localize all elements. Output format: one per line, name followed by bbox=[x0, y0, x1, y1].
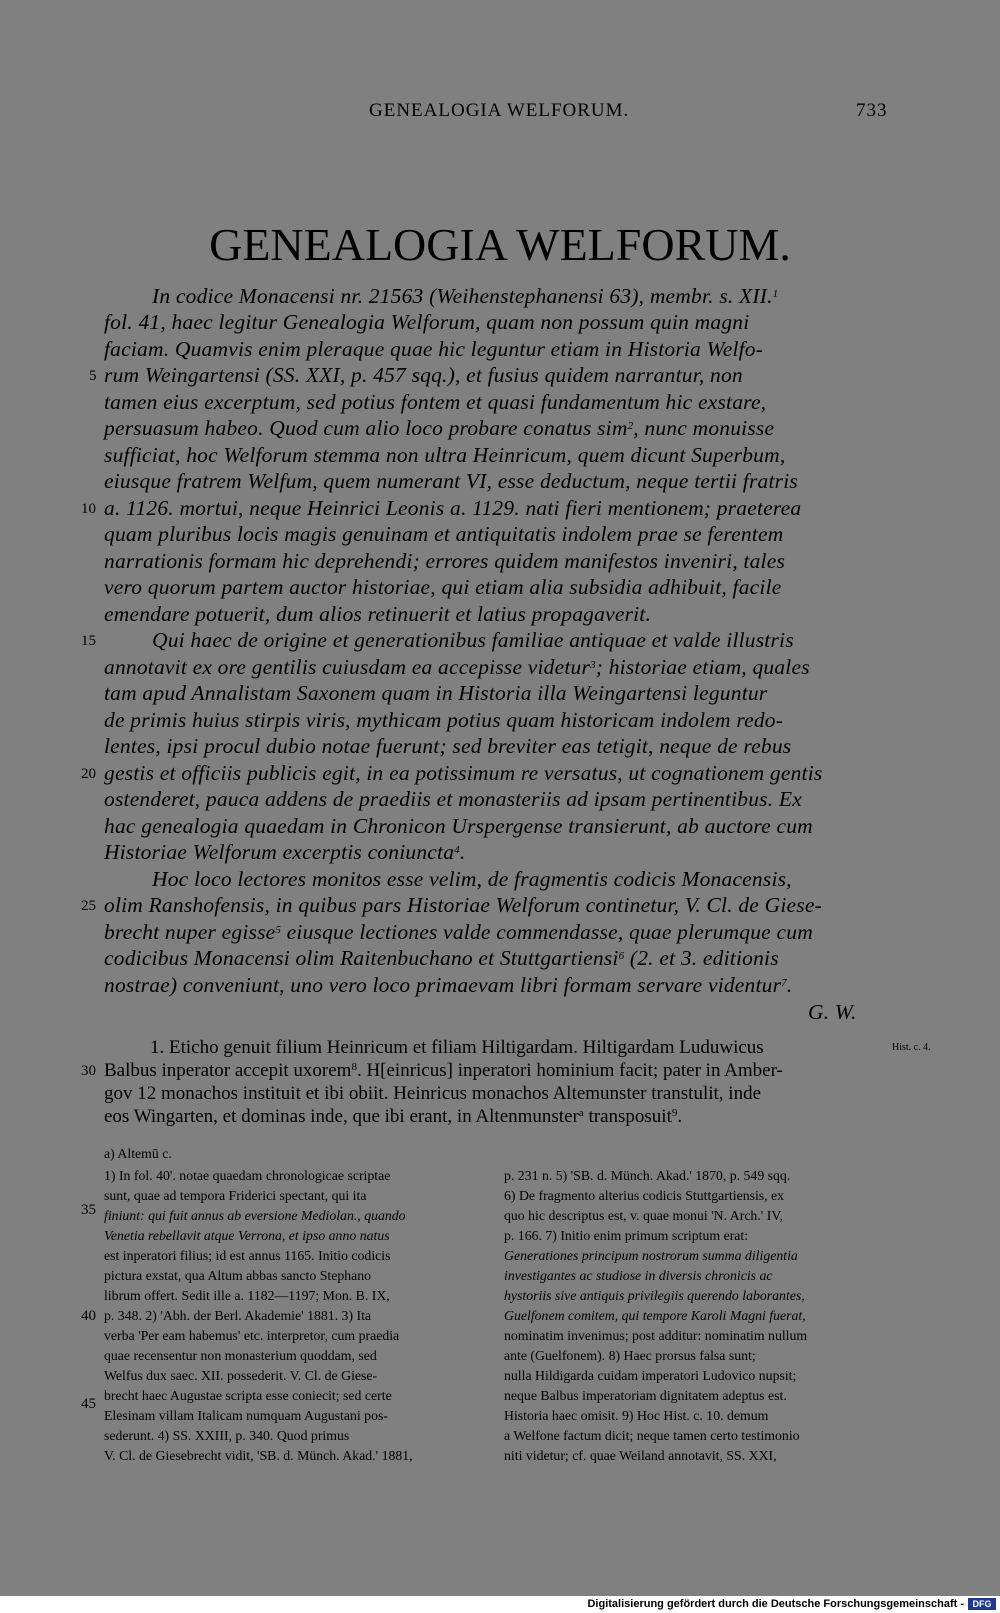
footnote-line: Historia haec omisit. 9) Hoc Hist. c. 10. demum bbox=[504, 1408, 769, 1423]
footnote-line: V. Cl. de Giesebrecht vidit, 'SB. d. Münch. Akad.' 1881, bbox=[104, 1448, 413, 1463]
footnote-line: quae recensentur non monasterium quoddam, sed bbox=[104, 1348, 377, 1363]
text-line: a. 1126. mortui, neque Heinrici Leonis a. 1129. nati fieri mentionem; praeterea bbox=[104, 496, 802, 520]
footnote-line: 6) De fragmento alterius codicis Stuttgartiensis, ex bbox=[504, 1188, 785, 1203]
footnote-line: investigantes ac studiose in diversis chronicis ac bbox=[504, 1268, 773, 1283]
line-number: 40 bbox=[81, 1308, 96, 1324]
footnote-line: brecht haec Augustae scripta esse coniecit; sed certe bbox=[104, 1388, 392, 1403]
critical-apparatus: a) Altemū c. bbox=[104, 1146, 172, 1161]
text-line: codicibus Monacensi olim Raitenbuchano et Stuttgartiensi$^6$ (2. et 3. editionis bbox=[104, 946, 779, 970]
footnote-line: pictura exstat, qua Altum abbas sancto Stephano bbox=[104, 1268, 372, 1283]
margin-note: Hist. c. 4. bbox=[892, 1042, 931, 1053]
line-number: 30 bbox=[81, 1063, 96, 1079]
author-initials: G. W. bbox=[808, 1000, 857, 1024]
text-line: Hoc loco lectores monitos esse velim, de fragmentis codicis Monacensis, bbox=[152, 867, 792, 891]
text-line: rum Weingartensi (SS. XXI, p. 457 sqq.), et fusius quidem narrantur, non bbox=[104, 363, 743, 387]
text-line: Historiae Welforum excerptis coniuncta$^4$. bbox=[104, 840, 466, 864]
footnote-line: finiunt: qui fuit annus ab eversione Mediolan., quando bbox=[104, 1208, 406, 1223]
line-number: 35 bbox=[81, 1202, 96, 1218]
footnote-line: a Welfone factum dicit; neque tamen certo testimonio bbox=[504, 1428, 800, 1443]
footnote-line: nominatim invenimus; post additur: nominatim nullum bbox=[504, 1328, 808, 1343]
page-number: 733 bbox=[856, 100, 888, 121]
footer-credit: Digitalisierung gefördert durch die Deutsche Forschungsgemeinschaft - bbox=[587, 1598, 964, 1610]
footnote-line: Venetia rebellavit atque Verrona, et ipso anno natus bbox=[104, 1228, 390, 1243]
text-line: eos Wingarten, et dominas inde, que ibi erant, in Altenmunster$^a$ transposuit$^9$. bbox=[104, 1106, 683, 1127]
footnote-line: ante (Guelfonem). 8) Haec prorsus falsa sunt; bbox=[504, 1348, 756, 1363]
footnote-line: verba 'Per eam habemus' etc. interpretor, cum praedia bbox=[104, 1328, 400, 1343]
text-line: annotavit ex ore gentilis cuiusdam ea accepisse videtur$^3$; historiae etiam, quales bbox=[104, 655, 810, 679]
footnote-line: sederunt. 4) SS. XXIII, p. 340. Quod primus bbox=[104, 1428, 350, 1443]
text-line: In codice Monacensi nr. 21563 (Weihenstephanensi 63), membr. s. XII.$^1$ bbox=[152, 284, 779, 308]
text-line: persuasum habeo. Quod cum alio loco probare conatus sim$^2$, nunc monuisse bbox=[104, 416, 775, 440]
line-number: 20 bbox=[81, 766, 96, 782]
text-line: de primis huius stirpis viris, mythicam potius quam historicam indolem redo- bbox=[104, 708, 784, 732]
text-line: fol. 41, haec legitur Genealogia Welforum, quam non possum quin magni bbox=[104, 310, 750, 334]
footnote-line: quo hic descriptus est, v. quae monui 'N. Arch.' IV, bbox=[504, 1208, 783, 1223]
text-line: nostrae) conveniunt, uno vero loco primaevam libri formam servare videntur$^7$. bbox=[104, 973, 793, 997]
text-line: tamen eius excerptum, sed potius fontem et quasi fundamentum hic exstare, bbox=[104, 390, 767, 414]
text-line: quam pluribus locis magis genuinam et antiquitatis indolem prae se ferentem bbox=[104, 522, 784, 546]
line-number: 25 bbox=[81, 898, 96, 914]
footnote-line: Welfus dux saec. XII. possederit. V. Cl. de Giese- bbox=[104, 1368, 378, 1383]
text-line: lentes, ipsi procul dubio notae fuerunt; sed breviter eas tetigit, neque de rebus bbox=[104, 734, 792, 758]
text-line: ostenderet, pauca addens de praediis et monasteriis ad ipsam pertinentibus. Ex bbox=[104, 787, 802, 811]
text-line: brecht nuper egisse$^5$ eiusque lectiones valde commendasse, quae plerumque cum bbox=[104, 920, 813, 944]
text-line: olim Ranshofensis, in quibus pars Historiae Welforum continetur, V. Cl. de Giese- bbox=[104, 893, 822, 917]
text-line: 1. Eticho genuit filium Heinricum et filiam Hiltigardam. Hiltigardam Luduwicus bbox=[150, 1037, 764, 1058]
line-number: 45 bbox=[81, 1396, 96, 1412]
line-number: 5 bbox=[89, 368, 97, 384]
text-line: gestis et officiis publicis egit, in ea potissimum re versatus, ut cognationem gentis bbox=[104, 761, 823, 785]
text-line: vero quorum partem auctor historiae, qui etiam alia subsidia adhibuit, facile bbox=[104, 575, 782, 599]
running-title: GENEALOGIA WELFORUM. bbox=[369, 100, 630, 121]
text-line: faciam. Quamvis enim pleraque quae hic leguntur etiam in Historia Welfo- bbox=[104, 337, 764, 361]
text-line: sufficiat, hoc Welforum stemma non ultra Heinricum, quem dicunt Superbum, bbox=[104, 443, 786, 467]
footnote-line: niti videtur; cf. quae Weiland annotavit, SS. XXI, bbox=[504, 1448, 777, 1463]
footer-bar bbox=[0, 1596, 1000, 1613]
footnote-line: neque Balbus imperatoriam dignitatem adeptus est. bbox=[504, 1388, 787, 1403]
text-line: hac genealogia quaedam in Chronicon Urspergense transierunt, ab auctore cum bbox=[104, 814, 813, 838]
text-line: narrationis formam hic deprehendi; errores quidem manifestos inveniri, tales bbox=[104, 549, 786, 573]
text-line: tam apud Annalistam Saxonem quam in Historia illa Weingartensi leguntur bbox=[104, 681, 768, 705]
footnote-line: librum offert. Sedit ille a. 1182—1197; Mon. B. IX, bbox=[104, 1288, 390, 1303]
text-line: gov 12 monachos instituit et ibi obiit. Heinricus monachos Altemunster transtulit, inde bbox=[104, 1083, 762, 1104]
page-title: GENEALOGIA WELFORUM. bbox=[209, 219, 791, 270]
footnote-line: nulla Hildigarda cuidam imperatori Ludovico nupsit; bbox=[504, 1368, 797, 1383]
footnote-line: sunt, quae ad tempora Friderici spectant, qui ita bbox=[104, 1188, 367, 1203]
line-number: 15 bbox=[81, 633, 96, 649]
line-number: 10 bbox=[81, 501, 96, 517]
footnote-line: Generationes principum nostrorum summa diligentia bbox=[504, 1248, 798, 1263]
text-line: eiusque fratrem Welfum, quem numerant VI, esse deductum, neque tertii fratris bbox=[104, 469, 798, 493]
text-line: emendare potuerit, dum alios retinuerit et latius propagaverit. bbox=[104, 602, 652, 626]
footnote-line: p. 348. 2) 'Abh. der Berl. Akademie' 1881. 3) Ita bbox=[104, 1308, 372, 1323]
footnote-line: Guelfonem comitem, qui tempore Karoli Magni fuerat, bbox=[504, 1308, 806, 1323]
dfg-logo-icon: DFG bbox=[968, 1598, 996, 1610]
text-line: Balbus inperator accepit uxorem$^8$. H[einricus] inperatori hominium facit; pater in Amber- bbox=[104, 1060, 783, 1081]
text-line: Qui haec de origine et generationibus familiae antiquae et valde illustris bbox=[152, 628, 794, 652]
footnote-line: hystoriis sive antiquis privilegiis querendo laborantes, bbox=[504, 1288, 805, 1303]
footnote-line: p. 166. 7) Initio enim primum scriptum erat: bbox=[504, 1228, 749, 1243]
footnote-line: p. 231 n. 5) 'SB. d. Münch. Akad.' 1870, p. 549 sqq. bbox=[504, 1168, 791, 1183]
footnote-line: est inperatori filius; id est annus 1165. Initio codicis bbox=[104, 1248, 391, 1263]
footnote-line: 1) In fol. 40'. notae quaedam chronologicae scriptae bbox=[104, 1168, 391, 1183]
footnote-line: Elesinam villam Italicam numquam Augustani pos- bbox=[104, 1408, 388, 1423]
